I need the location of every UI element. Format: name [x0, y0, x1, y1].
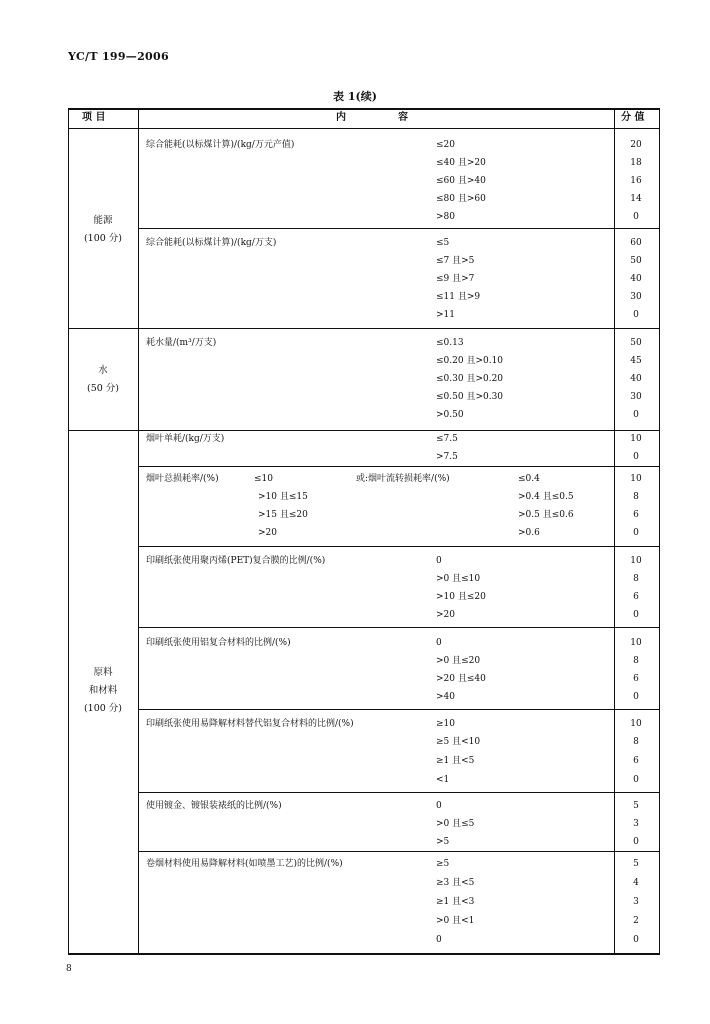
criterion-value: ≤20 — [436, 140, 455, 150]
criterion-value: >0 且≤5 — [436, 819, 475, 829]
criterion-value: ≤0.4 — [518, 474, 540, 484]
score-value: 6 — [633, 592, 639, 602]
criterion-value: 0 — [436, 638, 442, 648]
criterion-value: >10 且≤20 — [436, 592, 486, 602]
indicator-label: 烟叶单耗/(kg/万支) — [146, 434, 225, 444]
indicator-label: 使用镀金、镀银装裱纸的比例/(%) — [146, 801, 282, 811]
column-header-content-2: 容 — [398, 112, 408, 123]
criterion-value: ≤0.20 且>0.10 — [436, 356, 504, 366]
score-value: 50 — [630, 338, 642, 348]
criterion-value: ≥1 且<3 — [436, 897, 475, 907]
criterion-value: >7.5 — [436, 452, 458, 462]
score-value: 10 — [630, 434, 642, 444]
category-points: (100 分) — [83, 703, 123, 714]
score-value: 3 — [633, 897, 639, 907]
category-materials — [68, 664, 138, 718]
criterion-value: ≤10 — [254, 474, 273, 484]
score-value: 6 — [633, 674, 639, 684]
criterion-value: 0 — [436, 801, 442, 811]
score-value: 10 — [630, 556, 642, 566]
score-value: 8 — [633, 492, 639, 502]
category-energy — [68, 212, 138, 248]
scoring-table — [68, 108, 660, 955]
indicator-label: 烟叶总损耗率/(%) — [146, 474, 219, 484]
indicator-label: 耗水量/(m³/万支) — [146, 338, 217, 348]
score-value: 40 — [630, 274, 642, 284]
criterion-value: 0 — [436, 935, 442, 945]
criterion-value: >0.50 — [436, 410, 464, 420]
criterion-value: >0 且<1 — [436, 916, 475, 926]
criterion-value: >5 — [436, 837, 450, 847]
score-value: 0 — [633, 452, 639, 462]
criterion-value: ≥10 — [436, 719, 455, 729]
document-code: YC/T 199—2006 — [68, 50, 169, 63]
score-value: 16 — [630, 176, 642, 186]
criterion-value: >20 — [258, 528, 277, 538]
criterion-value: >0 且≤20 — [436, 656, 481, 666]
category-name-2: 和材料 — [88, 685, 118, 696]
criterion-value: >0.5 且≤0.6 — [518, 510, 574, 520]
column-header-item: 项 目 — [82, 112, 106, 123]
score-value: 45 — [630, 356, 642, 366]
indicator-label: 综合能耗(以标煤计算)/(kg/万元产值) — [146, 140, 295, 150]
criterion-value: ≤0.13 — [436, 338, 464, 348]
score-value: 0 — [633, 310, 639, 320]
category-points: (50 分) — [86, 383, 120, 394]
score-value: 0 — [633, 837, 639, 847]
indicator-label: 综合能耗(以标煤计算)/(kg/万支) — [146, 238, 277, 248]
criterion-value: >15 且≤20 — [258, 510, 308, 520]
score-value: 2 — [633, 916, 639, 926]
score-value: 0 — [633, 692, 639, 702]
criterion-value: >20 — [436, 610, 455, 620]
criterion-value: ≤80 且>60 — [436, 194, 486, 204]
indicator-label: 印刷纸张使用铝复合材料的比例/(%) — [146, 638, 291, 648]
score-value: 6 — [633, 510, 639, 520]
indicator-label: 印刷纸张使用易降解材料替代铝复合材料的比例/(%) — [146, 719, 354, 729]
criterion-value: >0.6 — [518, 528, 540, 538]
criterion-value: ≤0.30 且>0.20 — [436, 374, 504, 384]
table-caption: 表 1(续) — [333, 90, 377, 103]
criterion-value: >11 — [436, 310, 455, 320]
score-value: 40 — [630, 374, 642, 384]
criterion-value: >0.4 且≤0.5 — [518, 492, 574, 502]
page-number: 8 — [66, 964, 72, 974]
score-value: 14 — [630, 194, 642, 204]
column-header-content: 内 — [336, 112, 346, 123]
score-value: 60 — [630, 238, 642, 248]
score-value: 10 — [630, 719, 642, 729]
criterion-value: ≥5 — [436, 859, 450, 869]
indicator-label-alt: 或:烟叶流转损耗率/(%) — [356, 474, 450, 484]
score-value: 10 — [630, 474, 642, 484]
score-value: 0 — [633, 528, 639, 538]
criterion-value: 0 — [436, 556, 442, 566]
score-value: 0 — [633, 410, 639, 420]
score-value: 50 — [630, 256, 642, 266]
score-value: 4 — [633, 878, 639, 888]
category-name: 能源 — [93, 215, 113, 226]
indicator-label: 印刷纸张使用聚丙烯(PET)复合膜的比例/(%) — [146, 556, 326, 566]
criterion-value: ≤7 且>5 — [436, 256, 475, 266]
category-points: (100 分) — [83, 233, 123, 244]
criterion-value: ≥1 且<5 — [436, 756, 475, 766]
indicator-label: 卷烟材料使用易降解材料(如喷墨工艺)的比例/(%) — [146, 859, 343, 869]
score-value: 30 — [630, 292, 642, 302]
criterion-value: ≤9 且>7 — [436, 274, 475, 284]
criterion-value: ≤11 且>9 — [436, 292, 481, 302]
category-water — [68, 362, 138, 398]
score-value: 6 — [633, 756, 639, 766]
criterion-value: >10 且≤15 — [258, 492, 308, 502]
criterion-value: >0 且≤10 — [436, 574, 481, 584]
score-value: 8 — [633, 737, 639, 747]
category-name: 原料 — [93, 667, 113, 678]
score-value: 20 — [630, 140, 642, 150]
score-value: 0 — [633, 935, 639, 945]
score-value: 5 — [633, 801, 639, 811]
criterion-value: <1 — [436, 775, 450, 785]
criterion-value: >20 且≤40 — [436, 674, 486, 684]
score-value: 30 — [630, 392, 642, 402]
criterion-value: >80 — [436, 212, 455, 222]
score-value: 0 — [633, 610, 639, 620]
category-name: 水 — [98, 365, 108, 376]
score-value: 8 — [633, 656, 639, 666]
criterion-value: ≥3 且<5 — [436, 878, 475, 888]
score-value: 18 — [630, 158, 642, 168]
criterion-value: >40 — [436, 692, 455, 702]
score-value: 0 — [633, 775, 639, 785]
criterion-value: ≤5 — [436, 238, 450, 248]
criterion-value: ≤0.50 且>0.30 — [436, 392, 504, 402]
criterion-value: ≥5 且<10 — [436, 737, 481, 747]
criterion-value: ≤7.5 — [436, 434, 458, 444]
score-value: 0 — [633, 212, 639, 222]
column-header-score: 分 值 — [621, 112, 645, 123]
score-value: 5 — [633, 859, 639, 869]
score-value: 10 — [630, 638, 642, 648]
criterion-value: ≤60 且>40 — [436, 176, 486, 186]
score-value: 8 — [633, 574, 639, 584]
score-value: 3 — [633, 819, 639, 829]
criterion-value: ≤40 且>20 — [436, 158, 486, 168]
